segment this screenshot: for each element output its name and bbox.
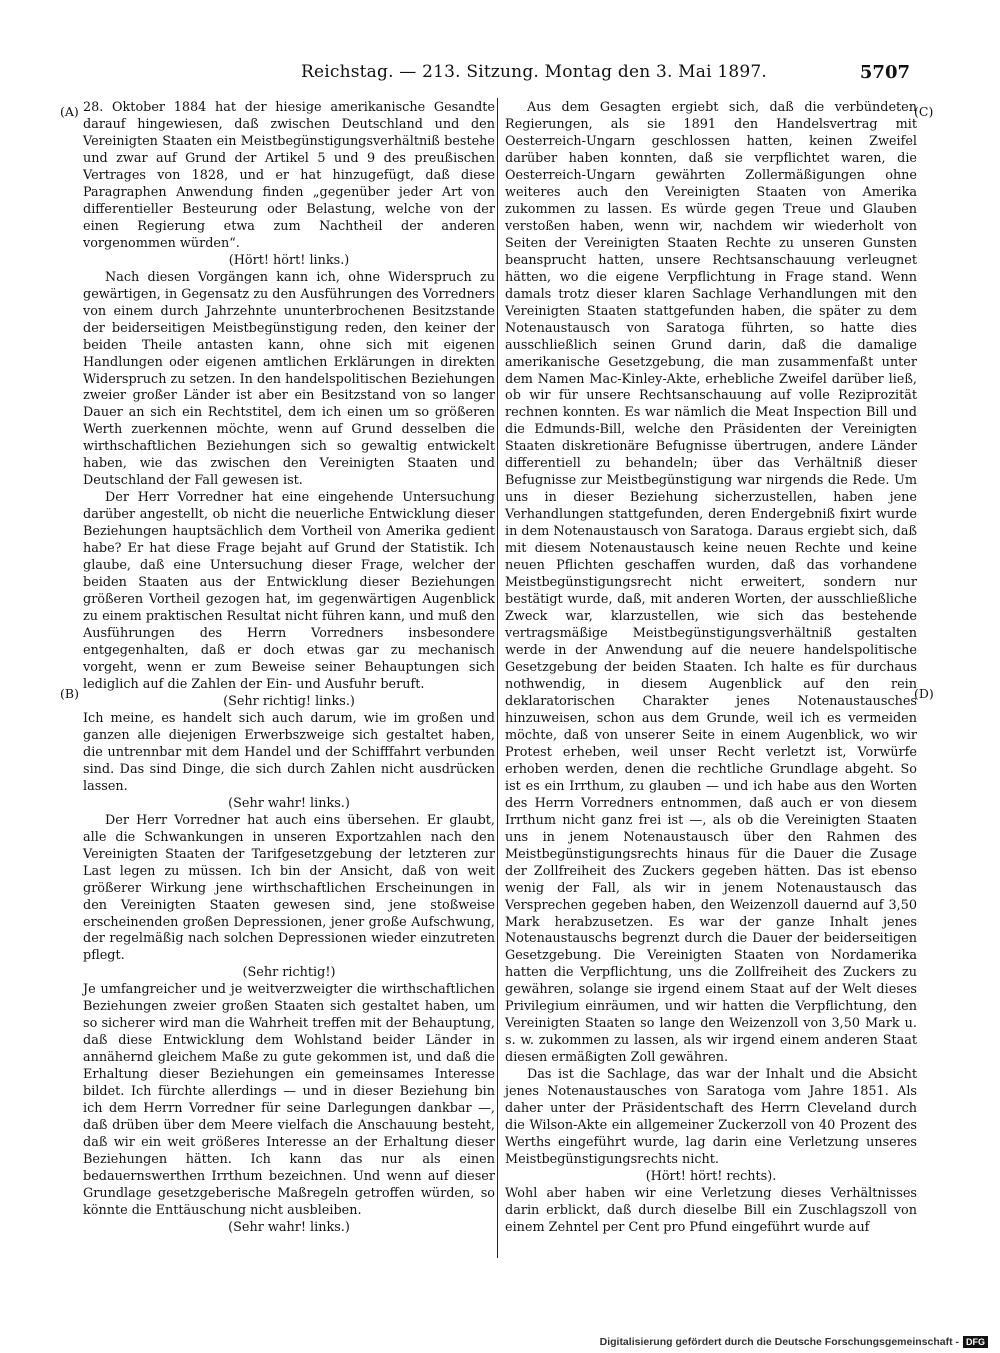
left-text-column: [83, 100, 495, 1237]
paragraph: Der Herr Vorredner hat auch eins übersehen. Er glaubt, alle die Schwankungen in unseren Exportzahlen nach den Vereinigten Staaten der Tarifgesetzgebung der letzteren zur Last legen zu müssen. Ich bin der Ansicht, daß von weit größerer Wirkung jene wirthschaftlichen Erscheinungen in den Vereinigten Staaten gewesen sind, jene stoßweise erscheinenden großen Depressionen, jener große Aufschwung, der regelmäßig nach solchen Depressionen wieder einzutreten pflegt.: [83, 812, 495, 964]
paragraph: Ich meine, es handelt sich auch darum, wie im großen und ganzen alle diejenigen Erwerbszweige sich gestaltet haben, die untrennbar mit dem Handel und der Schifffahrt verbunden sind. Das sind Dinge, die sich durch Zahlen nicht ausdrücken lassen.: [83, 710, 495, 794]
page-number: 5707: [859, 62, 910, 83]
footer-credit: Digitalisierung gefördert durch die Deutsche Forschungsgemeinschaft -: [599, 1336, 959, 1348]
paragraph: Der Herr Vorredner hat eine eingehende Untersuchung darüber angestellt, ob nicht die neuerliche Entwicklung dieser Beziehungen hauptsächlich dem Vortheil von Amerika gedient habe? Er hat diese Frage bejaht auf Grund der Statistik. Ich glaube, daß eine Untersuchung dieser Frage, welcher der beiden Staaten aus der Entwicklung dieser Beziehungen größeren Vortheil gezogen hat, im gegenwärtigen Augenblick zu einem praktischen Resultat nicht führen kann, und muß den Ausführungen des Herrn Vorredners insbesondere entgegenhalten, daß er doch etwas gar zu mechanisch vorgeht, wenn er zum Beweise seiner Behauptungen sich lediglich auf die Zahlen der Ein- und Ausfuhr beruft.: [83, 490, 495, 692]
running-head: Reichstag. — 213. Sitzung. Montag den 3. Mai 1897.: [300, 62, 768, 82]
margin-marker-c: (C): [914, 104, 934, 119]
interjection: (Hört! hört! links.): [228, 252, 350, 268]
interjection: (Sehr richtig!): [242, 965, 336, 981]
margin-marker-b: (B): [60, 686, 79, 701]
margin-marker-d: (D): [914, 686, 934, 701]
paragraph: Aus dem Gesagten ergiebt sich, daß die verbündeten Regierungen, als sie 1891 den Handelsvertrag mit Oesterreich-Ungarn geschlossen hatten, keinen Zweifel darüber haben konnten, daß sie verpflichtet waren, die Oesterreich-Ungarn gewährten Zollermäßigungen ohne weiteres auch den Vereinigten Staaten von Amerika zukommen zu lassen. Es würde gegen Treue und Glauben verstoßen haben, wenn wir, nachdem wir wiederholt von Seiten der Vereinigten Staaten Rechte zu unseren Gunsten beansprucht hatten, unsere Rechtsanschauung verleugnet hätten, wo die eigene Verpflichtung in Frage stand. Wenn damals trotz dieser klaren Sachlage Verhandlungen mit den Vereinigten Staaten stattgefunden haben, die später zu dem Notenaustausch von Saratoga führten, so hatte dies ausschließlich seinen Grund darin, daß die damalige amerikanische Gesetzgebung, die man zusammenfaßt unter dem Namen Mac-Kinley-Akte, erhebliche Zweifel darüber ließ, ob wir für unsere Rechtsanschauung auf volle Reziprozität rechnen konnten. Es war nämlich die Meat Inspection Bill und die Edmunds-Bill, welche den Präsidenten der Vereinigten Staaten diskretionäre Befugnisse übertrugen, andere Länder differentiell zu behandeln; über das Verhältniß dieser Befugnisse zur Meistbegünstigung war nirgends die Rede. Um uns in dieser Beziehung sicherzustellen, haben jene Verhandlungen stattgefunden, deren Endergebniß fixirt wurde in dem Notenaustausch von Saratoga. Daraus ergiebt sich, daß mit diesem Notenaustausch keine neuen Rechte und keine neuen Pflichten geschaffen wurden, daß das vorhandene Meistbegünstigungsrecht nicht erweitert, sondern nur bestätigt wurde, daß, mit anderen Worten, der ausschließliche Zweck war, klarzustellen, wie sich das bestehende vertragsmäßige Meistbegünstigungsverhältniß gestalten werde in der Anwendung auf die neuere handelspolitische Gesetzgebung der beiden Staaten. Ich halte es für durchaus nothwendig, in diesem Augenblick auf den rein deklaratorischen Charakter jenes Notenaustausches hinzuweisen, schon aus dem Grunde, weil ich es vermeiden möchte, daß von unserer Seite in einem Augenblick, wo wir Protest erheben, weil unser Recht verletzt ist, Vorwürfe erhoben werden, denen die rechtliche Grundlage abgeht. So ist es ein Irrthum, zu glauben — und ich habe aus den Worten des Herrn Vorredners entnommen, daß auch er von diesem Irrthum nicht ganz frei ist —, als ob die Vereinigten Staaten uns in jenem Notenaustausch über den Rahmen des Meistbegünstigungsrechts hinaus für die Dauer die Zusage der Zollfreiheit des Zuckers gegeben hätten. Das ist ebenso wenig der Fall, als wir in jenem Notenaustausch das Versprechen gegeben haben, den Weizenzoll dauernd auf 3,50 Mark herabzusetzen. Es war der ganze Inhalt jenes Notenaustauschs begrenzt durch die Dauer der beiderseitigen Gesetzgebung. Die Vereinigten Staaten von Nordamerika hatten die Verpflichtung, uns die Zollfreiheit des Zuckers zu gewähren, solange sie irgend einem Staat auf der Welt dieses Privilegium einräumen, und wir hatten die Verpflichtung, den Vereinigten Staaten so lange den Weizenzoll von 3,50 Mark u. s. w. zukommen zu lassen, als wir irgend einem anderen Staat diesen ermäßigten Zoll gewähren.: [505, 100, 917, 1066]
footer: [600, 1336, 988, 1348]
paragraph: Je umfangreicher und je weitverzweigter die wirthschaftlichen Beziehungen zweier großen Staaten sich gestaltet haben, um so sicherer wird man die Wahrheit treffen mit der Behauptung, daß diese Entwicklung dem Wohlstand beider Länder in annähernd gleichem Maße zu gute gekommen ist, und daß die Erhaltung dieser Beziehungen ein gemeinsames Interesse bildet. Ich fürchte allerdings — und in dieser Beziehung bin ich dem Herrn Vorredner für seine Darlegungen dankbar —, daß drüben über dem Meere vielfach die Anschauung besteht, daß wir ein weit größeres Interesse an der Erhaltung dieser Beziehungen hätten. Ich kann das nur als einen bedauernswerthen Irrthum bezeichnen. Und wenn auf dieser Grundlage gesetzgeberische Maßregeln getroffen würden, so könnte die Enttäuschung nicht ausbleiben.: [83, 982, 495, 1218]
interjection: (Sehr richtig! links.): [223, 693, 355, 709]
dfg-logo: DFG: [963, 1336, 988, 1348]
margin-marker-a: (A): [60, 104, 79, 119]
interjection: (Sehr wahr! links.): [228, 795, 350, 811]
paragraph: 28. Oktober 1884 hat der hiesige amerikanische Gesandte darauf hingewiesen, daß zwischen Deutschland und den Vereinigten Staaten ein Meistbegünstigungsverhältniß bestehe und zwar auf Grund der Artikel 5 und 9 des preußischen Vertrages von 1828, und er hat hinzugefügt, daß diese Paragraphen Anwendung finden „gegenüber jeder Art von differentieller Besteurung oder Belastung, welche von der einen Regierung etwa zum Nachtheil der anderen vorgenommen würden“.: [83, 100, 495, 251]
paragraph: Nach diesen Vorgängen kann ich, ohne Widerspruch zu gewärtigen, in Gegensatz zu den Ausführungen des Vorredners von einem durch Jahrzehnte ununterbrochenen Besitzstande der beiderseitigen Meistbegünstigung reden, den keiner der beiden Theile antasten kann, ohne sich mit eigenen Handlungen oder eigenen amtlichen Erklärungen in direkten Widerspruch zu setzen. In den handelspolitischen Beziehungen zweier großer Länder ist aber ein Besitzstand von so langer Dauer an sich ein Rechtstitel, dem ich einen um so größeren Werth zuerkennen möchte, wenn auf Grund desselben die wirthschaftlichen Beziehungen sich so gewaltig entwickelt haben, wie das zwischen den Vereinigten Staaten und Deutschland der Fall gewesen ist.: [83, 269, 495, 489]
column-divider: [497, 98, 498, 1258]
paragraph: Das ist die Sachlage, das war der Inhalt und die Absicht jenes Notenaustausches von Saratoga vom Jahre 1851. Als daher unter der Präsidentschaft des Herrn Cleveland durch die Wilson-Akte ein allgemeiner Zuckerzoll von 40 Prozent des Werths eingeführt wurde, lag darin eine Verletzung unseres Meistbegünstigungsrechts nicht.: [505, 1067, 917, 1168]
right-text-column: [505, 100, 917, 1237]
interjection: (Sehr wahr! links.): [228, 1219, 350, 1235]
paragraph: Wohl aber haben wir eine Verletzung dieses Verhältnisses darin erblickt, daß durch dieselbe Bill ein Zuschlagszoll von einem Zehntel per Cent pro Pfund eingeführt wurde auf: [505, 1186, 917, 1235]
page-header: [84, 62, 910, 84]
interjection: (Hört! hört! rechts).: [645, 1169, 777, 1185]
